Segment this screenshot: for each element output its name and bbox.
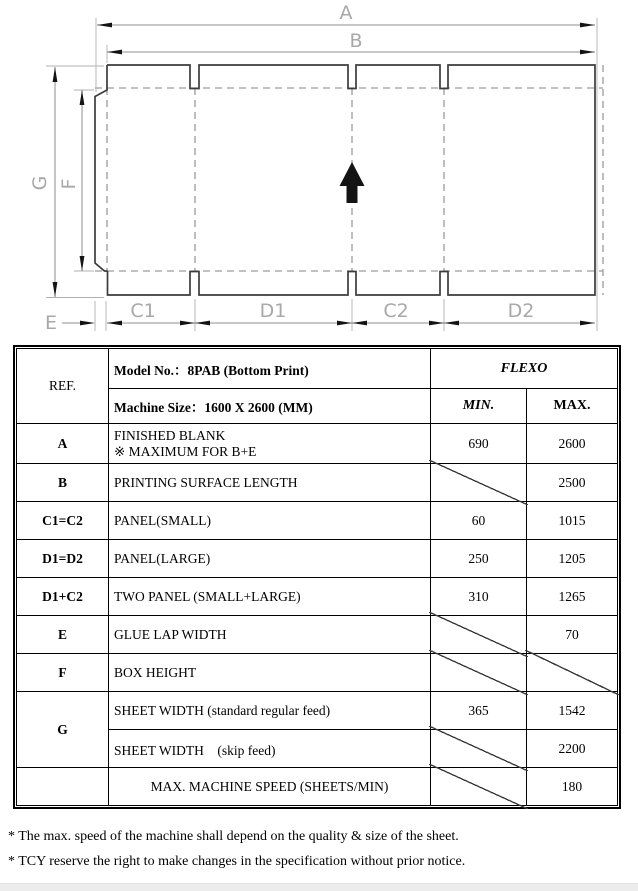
min-cell-g-regular: 365 — [431, 692, 527, 730]
ref-cell-c1c2: C1=C2 — [17, 502, 109, 540]
desc-cell-speed: MAX. MACHINE SPEED (SHEETS/MIN) — [109, 768, 431, 806]
header-min: MIN. — [431, 389, 527, 424]
row-c1c2 — [17, 502, 618, 540]
row-e — [17, 616, 618, 654]
header-flexo: FLEXO — [431, 349, 618, 389]
glue-lap-edge — [95, 65, 108, 271]
desc-cell-b: PRINTING SURFACE LENGTH — [109, 464, 431, 502]
ref-cell-e: E — [17, 616, 109, 654]
dim-label-a: A — [339, 2, 353, 24]
ref-cell-d1d2: D1=D2 — [17, 540, 109, 578]
dim-label-f: F — [58, 178, 80, 190]
min-cell-b — [431, 464, 527, 502]
row-d1c2 — [17, 578, 618, 616]
na-slash-icon — [429, 460, 528, 505]
min-cell-f — [431, 654, 527, 692]
desc-cell-c1c2: PANEL(SMALL) — [109, 502, 431, 540]
row-g-regular — [17, 692, 618, 730]
max-cell-a: 2600 — [527, 424, 618, 464]
desc-cell-f: BOX HEIGHT — [109, 654, 431, 692]
dimension-f — [80, 90, 85, 271]
max-cell-e: 70 — [527, 616, 618, 654]
min-cell-e — [431, 616, 527, 654]
dim-label-d2: D2 — [507, 300, 535, 322]
header-max: MAX. — [527, 389, 618, 424]
na-slash-icon — [525, 650, 619, 695]
dim-label-e: E — [44, 312, 58, 334]
max-cell-d1d2: 1205 — [527, 540, 618, 578]
box-blank-diagram — [0, 0, 638, 345]
na-slash-icon — [429, 764, 528, 809]
desc-cell-g-skip: SHEET WIDTH (skip feed) — [109, 730, 431, 768]
row-f — [17, 654, 618, 692]
max-cell-b: 2500 — [527, 464, 618, 502]
footnotes — [8, 824, 465, 874]
footnote-tcy: * TCY reserve the right to make changes in the specification without prior notice. — [8, 854, 466, 869]
ref-cell-f: F — [17, 654, 109, 692]
ref-cell-speed-empty — [17, 768, 109, 806]
header-ref: REF. — [17, 349, 109, 424]
ref-cell-a: A — [17, 424, 109, 464]
na-slash-icon — [429, 612, 528, 657]
dim-label-c1: C1 — [130, 300, 156, 322]
dim-label-b: B — [349, 30, 363, 52]
max-cell-f — [527, 654, 618, 692]
max-cell-g-regular: 1542 — [527, 692, 618, 730]
header-model: Model No.：8PAB (Bottom Print) — [109, 349, 431, 389]
min-cell-speed — [431, 768, 527, 806]
dimension-e — [62, 321, 95, 326]
ref-cell-b: B — [17, 464, 109, 502]
na-slash-icon — [429, 726, 528, 771]
ref-cell-g: G — [17, 692, 109, 768]
desc-line2: ※ MAXIMUM FOR B+E — [114, 443, 257, 459]
min-cell-g-skip — [431, 730, 527, 768]
desc-line1: FINISHED BLANK — [114, 427, 226, 443]
max-cell-d1c2: 1265 — [527, 578, 618, 616]
spec-table-border — [13, 345, 621, 809]
row-a — [17, 424, 618, 464]
spec-table — [16, 348, 618, 806]
footnote-speed: * The max. speed of the machine shall depend on the quality & size of the sheet. — [8, 829, 459, 844]
desc-cell-g-regular: SHEET WIDTH (standard regular feed) — [109, 692, 431, 730]
max-cell-c1c2: 1015 — [527, 502, 618, 540]
feed-direction-arrow-icon — [340, 162, 365, 203]
dim-label-c2: C2 — [383, 300, 409, 322]
row-machine-speed — [17, 768, 618, 806]
dimension-g — [53, 67, 58, 297]
desc-cell-e: GLUE LAP WIDTH — [109, 616, 431, 654]
row-d1d2 — [17, 540, 618, 578]
desc-cell-d1d2: PANEL(LARGE) — [109, 540, 431, 578]
max-cell-g-skip: 2200 — [527, 730, 618, 768]
min-cell-d1d2: 250 — [431, 540, 527, 578]
ref-cell-d1c2: D1+C2 — [17, 578, 109, 616]
dim-label-g: G — [29, 175, 51, 191]
dim-label-d1: D1 — [259, 300, 287, 322]
header-machine-size: Machine Size：1600 X 2600 (MM) — [109, 389, 431, 424]
max-cell-speed: 180 — [527, 768, 618, 806]
min-cell-d1c2: 310 — [431, 578, 527, 616]
min-cell-c1c2: 60 — [431, 502, 527, 540]
na-slash-icon — [429, 650, 528, 695]
row-b — [17, 464, 618, 502]
desc-cell-d1c2: TWO PANEL (SMALL+LARGE) — [109, 578, 431, 616]
min-cell-a: 690 — [431, 424, 527, 464]
desc-cell-a — [109, 424, 431, 464]
